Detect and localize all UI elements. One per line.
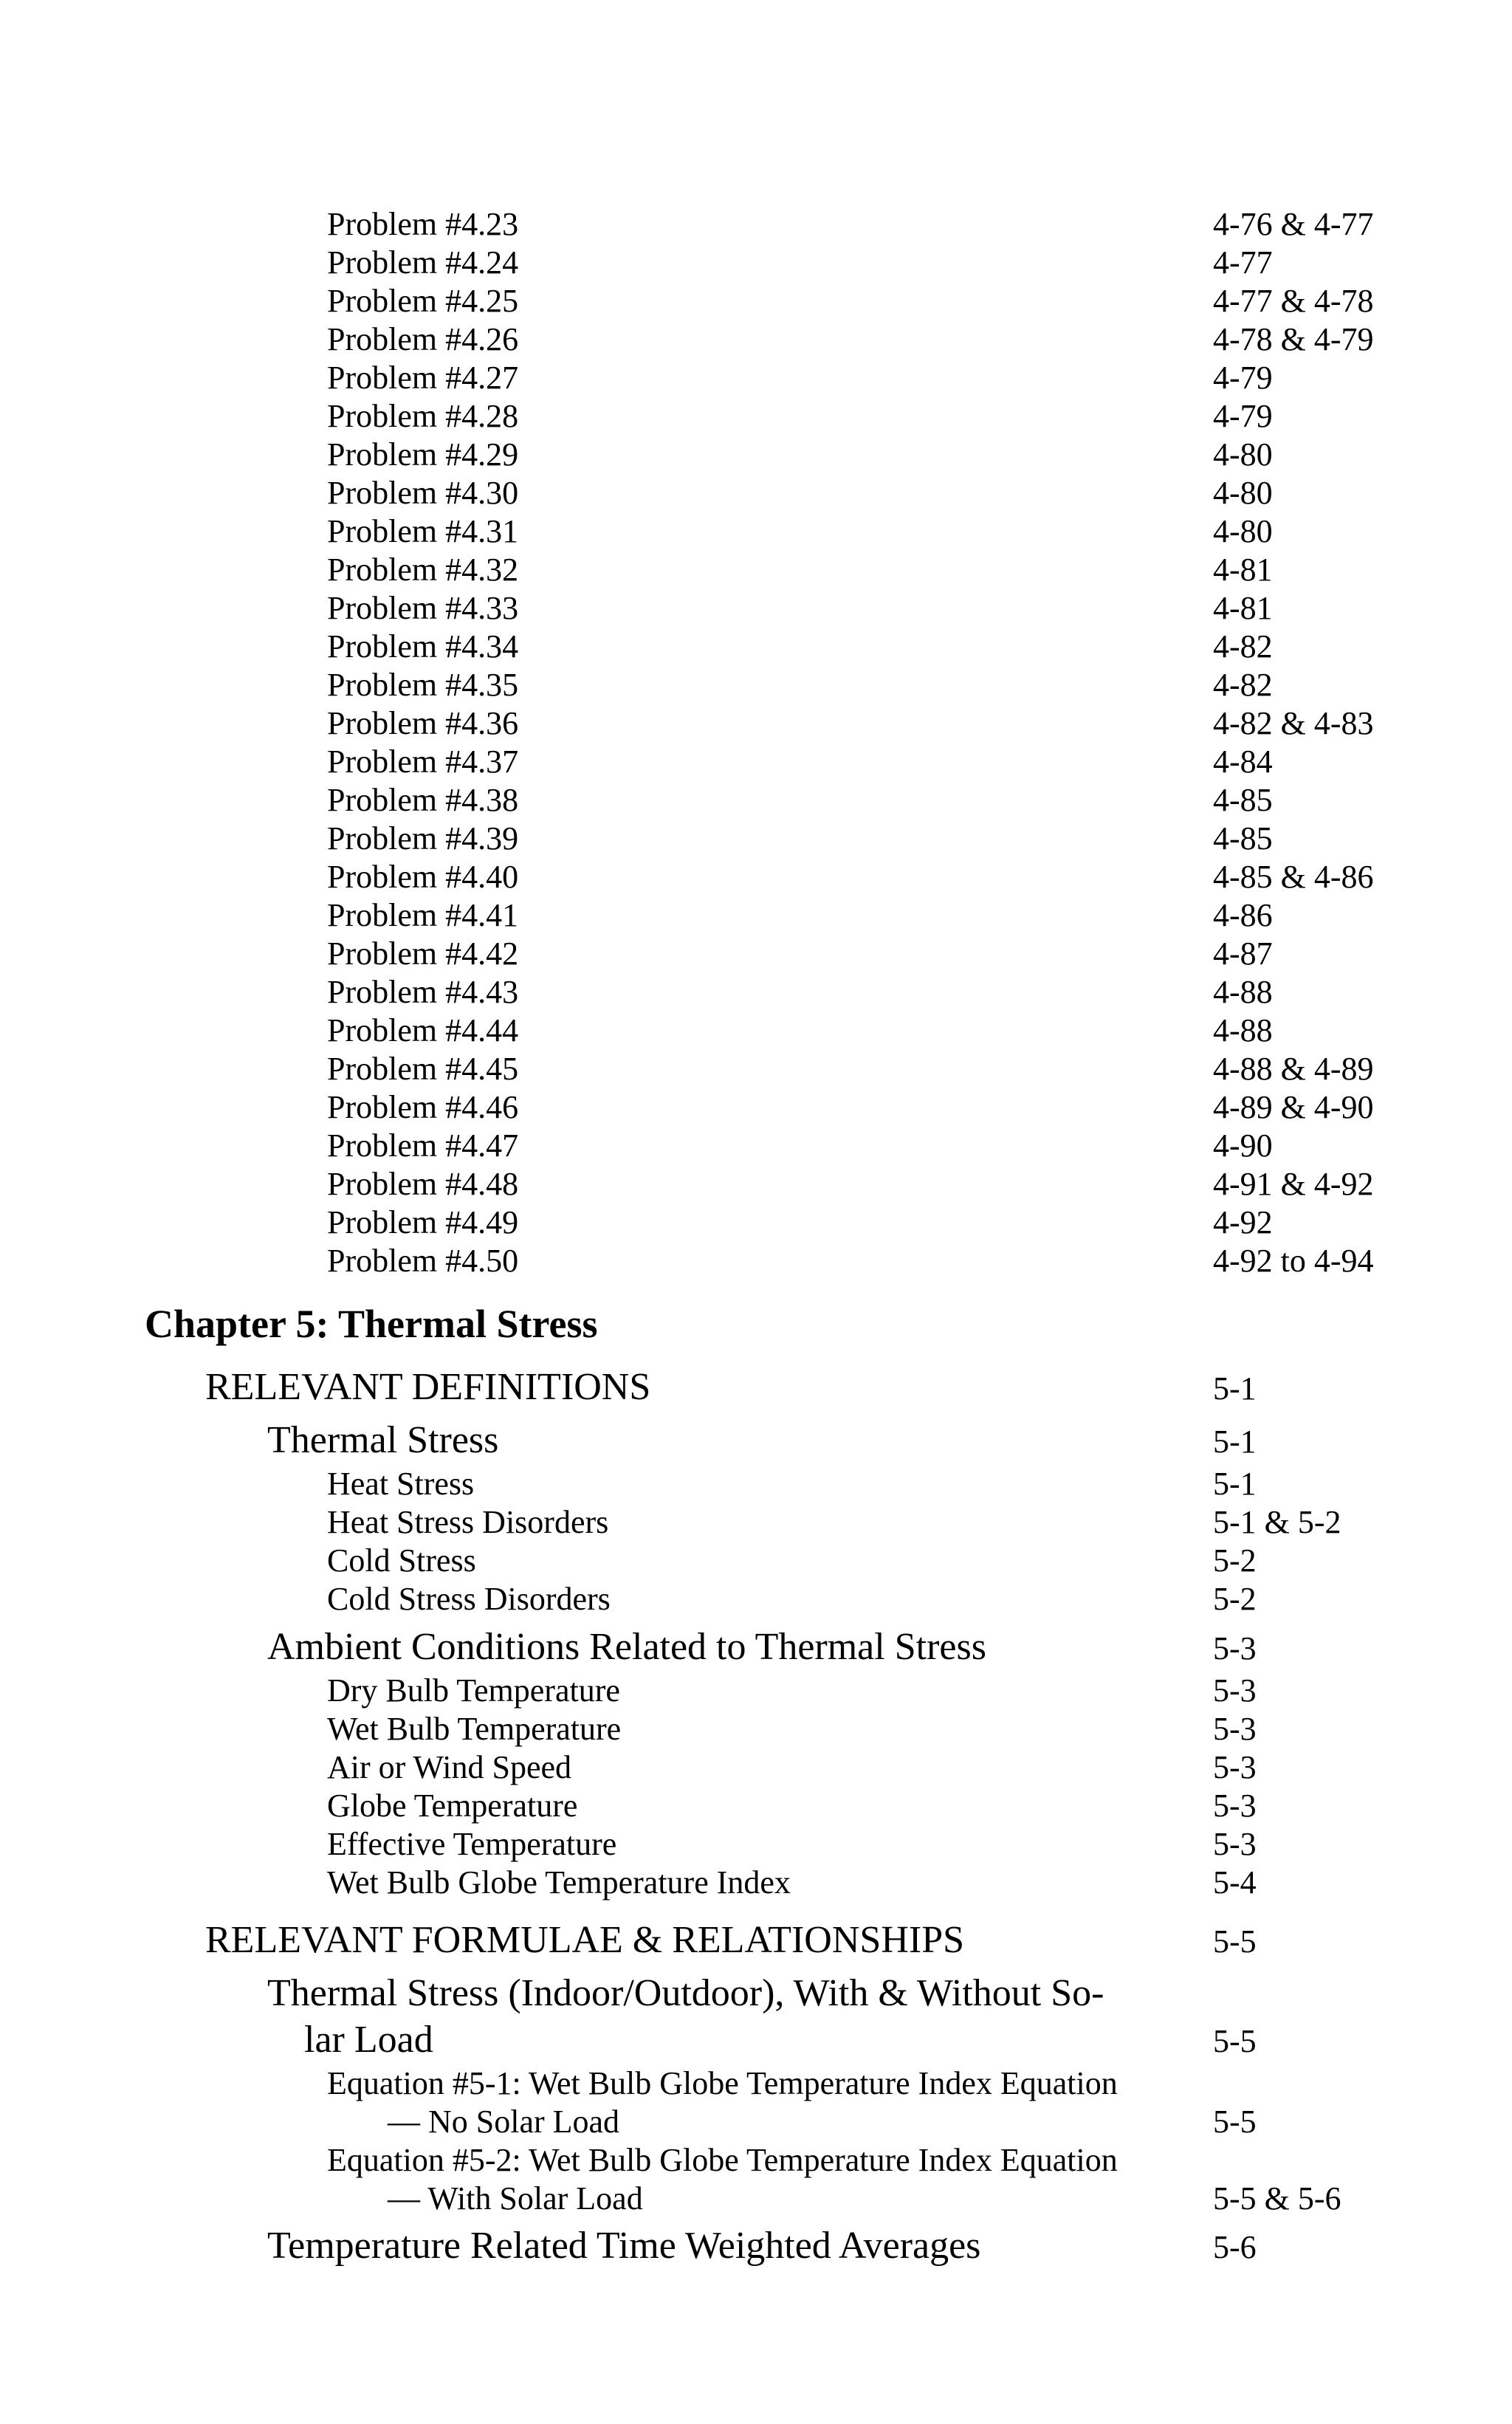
- entry-label: Problem #4.26: [327, 321, 519, 357]
- subsection-page: 5-1: [1213, 1424, 1257, 1460]
- entry-page: 4-84: [1213, 744, 1273, 780]
- entry-page: 4-79: [1213, 398, 1273, 434]
- entry-label: Problem #4.38: [327, 782, 519, 818]
- entry-page: 5-3: [1213, 1711, 1257, 1747]
- entry-label: Problem #4.37: [327, 744, 519, 780]
- toc-entry[interactable]: [0, 323, 1512, 362]
- entry-page: 5-5 & 5-6: [1213, 2180, 1341, 2217]
- toc-entry[interactable]: [0, 400, 1512, 439]
- entry-page: 5-3: [1213, 1788, 1257, 1824]
- toc-entry[interactable]: [0, 477, 1512, 515]
- entry-label: Problem #4.25: [327, 283, 519, 319]
- entry-label-line2: — No Solar Load: [388, 2104, 620, 2140]
- entry-label: Problem #4.43: [327, 974, 519, 1010]
- entry-label: Problem #4.41: [327, 897, 519, 933]
- entry-label: Problem #4.48: [327, 1166, 519, 1202]
- entry-page: 4-76 & 4-77: [1213, 206, 1374, 242]
- entry-label: Problem #4.42: [327, 935, 519, 972]
- toc-entry[interactable]: [0, 244, 1512, 285]
- entry-label: Problem #4.39: [327, 820, 519, 856]
- entry-label: Wet Bulb Temperature: [327, 1711, 622, 1747]
- entry-page: 4-79: [1213, 360, 1273, 396]
- entry-label: Problem #4.40: [327, 859, 519, 895]
- entry-page: 4-89 & 4-90: [1213, 1089, 1374, 1125]
- section-page: 5-5: [1213, 1923, 1257, 1960]
- toc-entry[interactable]: [0, 1245, 1512, 1283]
- toc-entry[interactable]: [0, 935, 1512, 976]
- subsection-page: 5-3: [1213, 1630, 1257, 1666]
- chapter-title: Chapter 5: Thermal Stress: [145, 1302, 598, 1346]
- entry-label: Problem #4.23: [327, 206, 519, 242]
- toc-entry[interactable]: [0, 628, 1512, 669]
- toc-entry[interactable]: [0, 707, 1512, 746]
- entry-label-line2: — With Solar Load: [388, 2180, 643, 2217]
- toc-entry[interactable]: [0, 285, 1512, 323]
- toc-entry[interactable]: [0, 746, 1512, 784]
- entry-label: Heat Stress Disorders: [327, 1504, 609, 1540]
- entry-page: 4-92 to 4-94: [1213, 1243, 1374, 1279]
- subsection-label-line2: lar Load: [304, 2019, 433, 2061]
- entry-page: 4-77: [1213, 244, 1273, 281]
- entry-label: Globe Temperature: [327, 1788, 578, 1824]
- entry-page: 4-82: [1213, 667, 1273, 703]
- entry-page: 4-80: [1213, 475, 1273, 511]
- toc-entry[interactable]: [0, 861, 1512, 899]
- entry-label: Problem #4.49: [327, 1204, 519, 1240]
- subsection-label: Ambient Conditions Related to Thermal Stress: [267, 1626, 986, 1668]
- toc-entry[interactable]: [0, 976, 1512, 1014]
- entry-label: Problem #4.47: [327, 1127, 519, 1164]
- entry-label-line1: Equation #5-2: Wet Bulb Globe Temperature Index Equation: [327, 2142, 1118, 2178]
- entry-page: 4-81: [1213, 552, 1273, 588]
- entry-page: 4-82 & 4-83: [1213, 705, 1374, 741]
- entry-page: 4-77 & 4-78: [1213, 283, 1374, 319]
- entry-page: 4-85: [1213, 820, 1273, 856]
- entry-label: Problem #4.28: [327, 398, 519, 434]
- entry-page: 4-80: [1213, 513, 1273, 549]
- entry-label: Problem #4.44: [327, 1012, 519, 1048]
- toc-entry[interactable]: [0, 1168, 1512, 1206]
- entry-label: Problem #4.27: [327, 360, 519, 396]
- toc-entry[interactable]: [0, 820, 1512, 861]
- entry-page: 4-88 & 4-89: [1213, 1051, 1374, 1087]
- subsection-label-line1: Thermal Stress (Indoor/Outdoor), With & Without So-: [267, 1972, 1104, 2014]
- entry-page: 4-85 & 4-86: [1213, 859, 1374, 895]
- entry-page: 4-91 & 4-92: [1213, 1166, 1374, 1202]
- entry-page: 5-4: [1213, 1864, 1257, 1901]
- toc-entry[interactable]: [0, 208, 1512, 247]
- entry-page: 4-86: [1213, 897, 1273, 933]
- subsection-page: 5-6: [1213, 2229, 1257, 2265]
- entry-page: 5-2: [1213, 1542, 1257, 1579]
- entry-page: 5-1 & 5-2: [1213, 1504, 1341, 1540]
- entry-page: 4-92: [1213, 1204, 1273, 1240]
- entry-label: Problem #4.36: [327, 705, 519, 741]
- toc-entry[interactable]: [0, 1014, 1512, 1053]
- entry-page: 4-85: [1213, 782, 1273, 818]
- toc-entry[interactable]: [0, 592, 1512, 631]
- entry-label: Air or Wind Speed: [327, 1749, 572, 1785]
- entry-label: Problem #4.24: [327, 244, 519, 281]
- entry-label: Problem #4.34: [327, 628, 519, 665]
- entry-page: 4-82: [1213, 628, 1273, 665]
- entry-label: Cold Stress Disorders: [327, 1581, 611, 1617]
- entry-page: 4-87: [1213, 935, 1273, 972]
- entry-label: Effective Temperature: [327, 1826, 617, 1862]
- entry-label: Problem #4.31: [327, 513, 519, 549]
- entry-label: Problem #4.33: [327, 590, 519, 626]
- toc-entry[interactable]: [0, 669, 1512, 707]
- entry-label: Problem #4.29: [327, 436, 519, 473]
- entry-label: Problem #4.45: [327, 1051, 519, 1087]
- entry-label: Wet Bulb Globe Temperature Index: [327, 1864, 791, 1901]
- entry-page: 4-88: [1213, 1012, 1273, 1048]
- entry-label: Problem #4.30: [327, 475, 519, 511]
- entry-label: Heat Stress: [327, 1466, 475, 1502]
- entry-page: 5-3: [1213, 1826, 1257, 1862]
- entry-label-line1: Equation #5-1: Wet Bulb Globe Temperature Index Equation: [327, 2065, 1118, 2101]
- toc-entry[interactable]: [0, 1127, 1512, 1168]
- entry-page: 4-78 & 4-79: [1213, 321, 1374, 357]
- entry-page: 4-81: [1213, 590, 1273, 626]
- entry-label: Problem #4.46: [327, 1089, 519, 1125]
- entry-label: Problem #4.35: [327, 667, 519, 703]
- section-label: RELEVANT DEFINITIONS: [205, 1366, 651, 1408]
- toc-entry[interactable]: [0, 784, 1512, 823]
- entry-page: 4-90: [1213, 1127, 1273, 1164]
- entry-label: Problem #4.50: [327, 1243, 519, 1279]
- toc-entry[interactable]: [0, 436, 1512, 477]
- subsection-label: Temperature Related Time Weighted Averages: [267, 2225, 981, 2267]
- entry-page: 5-3: [1213, 1672, 1257, 1709]
- section-page: 5-1: [1213, 1370, 1257, 1407]
- entry-label: Cold Stress: [327, 1542, 476, 1579]
- entry-page: 5-3: [1213, 1749, 1257, 1785]
- toc-entry[interactable]: [0, 1053, 1512, 1091]
- toc-entry[interactable]: [0, 1206, 1512, 1245]
- subsection-page: 5-5: [1213, 2023, 1257, 2059]
- entry-page: 5-2: [1213, 1581, 1257, 1617]
- toc-entry[interactable]: [0, 362, 1512, 400]
- toc-entry[interactable]: [0, 899, 1512, 938]
- subsection-label: Thermal Stress: [267, 1419, 499, 1461]
- entry-page: 4-80: [1213, 436, 1273, 473]
- entry-page: 5-5: [1213, 2104, 1257, 2140]
- toc-entry[interactable]: [0, 554, 1512, 592]
- entry-page: 4-88: [1213, 974, 1273, 1010]
- section-label: RELEVANT FORMULAE & RELATIONSHIPS: [205, 1919, 965, 1961]
- entry-page: 5-1: [1213, 1466, 1257, 1502]
- entry-label: Dry Bulb Temperature: [327, 1672, 620, 1709]
- entry-label: Problem #4.32: [327, 552, 519, 588]
- toc-entry[interactable]: [0, 515, 1512, 554]
- toc-entry[interactable]: [0, 1091, 1512, 1130]
